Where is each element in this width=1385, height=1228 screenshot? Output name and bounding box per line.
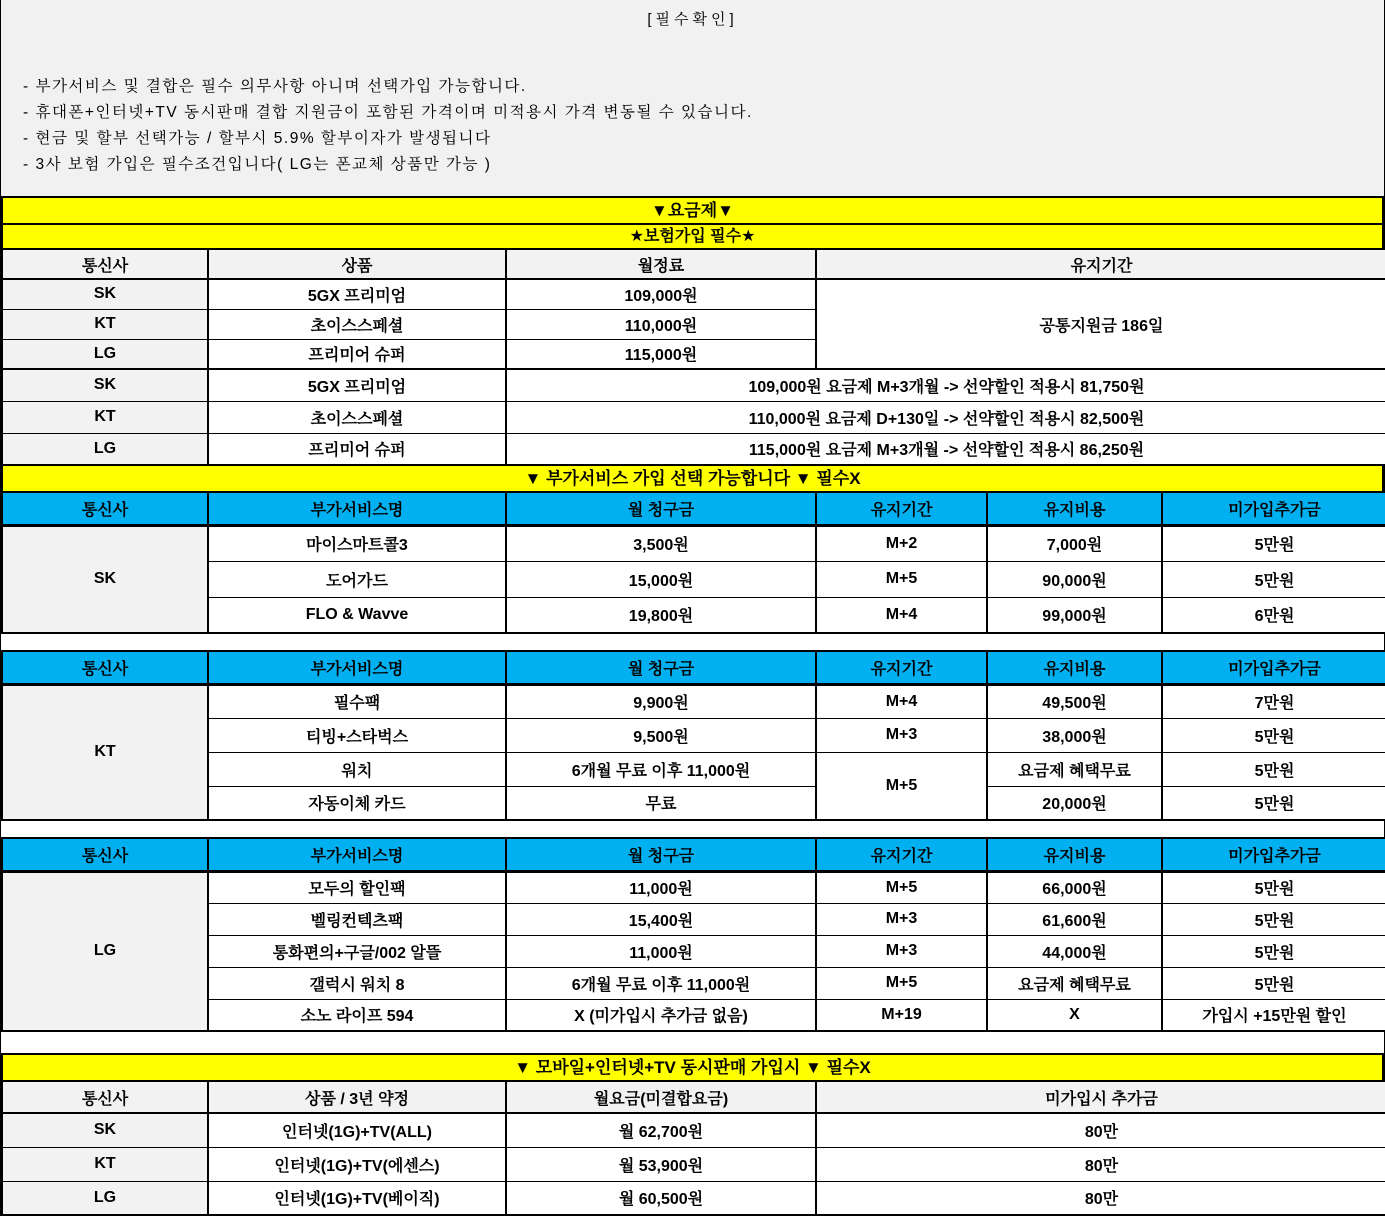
col-header-monthly-charge: 월 청구금 (506, 651, 816, 684)
carrier-cell: SK (2, 1113, 208, 1147)
addon-name-cell: 자동이체 카드 (208, 786, 506, 820)
section-gap (1, 634, 1384, 650)
table-row (2, 684, 1385, 718)
table-row (2, 1181, 1385, 1215)
col-header-non-join-fee: 미가입추가금 (1162, 492, 1385, 525)
col-header-addon-name: 부가서비스명 (208, 838, 506, 871)
discount-detail-cell: 109,000원 요금제 M+3개월 -> 선약할인 적용시 81,750원 (506, 369, 1385, 401)
addon-name-cell: 마이스마트콜3 (208, 525, 506, 561)
col-header-maintain-period: 유지기간 (816, 249, 1385, 279)
addon-name-cell: 티빙+스타벅스 (208, 718, 506, 752)
carrier-cell: KT (2, 309, 208, 339)
period-cell: M+5 (816, 967, 987, 999)
penalty-cell: 5만원 (1162, 903, 1385, 935)
col-header-product: 상품 (208, 249, 506, 279)
col-header-maintain-period: 유지기간 (816, 492, 987, 525)
product-cell: 프리미어 슈퍼 (208, 433, 506, 465)
table-row (2, 561, 1385, 597)
table-row (2, 1113, 1385, 1147)
discount-detail-cell: 115,000원 요금제 M+3개월 -> 선약할인 적용시 86,250원 (506, 433, 1385, 465)
maintain-merged-cell: 공통지원금 186일 (816, 279, 1385, 369)
period-cell: M+3 (816, 935, 987, 967)
period-cell: M+3 (816, 718, 987, 752)
penalty-cell: 6만원 (1162, 597, 1385, 633)
col-header-maintain-cost: 유지비용 (987, 838, 1162, 871)
table-row (2, 597, 1385, 633)
penalty-cell: 5만원 (1162, 561, 1385, 597)
banner-plans: ▼요금제▼ (1, 196, 1384, 225)
cost-cell: 99,000원 (987, 597, 1162, 633)
addon-name-cell: 갤럭시 워치 8 (208, 967, 506, 999)
penalty-cell: 5만원 (1162, 525, 1385, 561)
table-row (2, 871, 1385, 903)
monthly-charge-cell: 6개월 무료 이후 11,000원 (506, 752, 816, 786)
bundle-penalty-cell: 80만 (816, 1113, 1385, 1147)
period-merged-cell: M+5 (816, 752, 987, 820)
carrier-cell: LG (2, 433, 208, 465)
col-header-monthly-fee: 월정료 (506, 249, 816, 279)
bundle-monthly-cell: 월 62,700원 (506, 1113, 816, 1147)
penalty-cell: 5만원 (1162, 935, 1385, 967)
monthly-charge-cell: 11,000원 (506, 935, 816, 967)
penalty-cell: 가입시 +15만원 할인 (1162, 999, 1385, 1031)
table-row (2, 786, 1385, 820)
bundle-product-cell: 인터넷(1G)+TV(베이직) (208, 1181, 506, 1215)
section-gap (1, 1032, 1384, 1053)
period-cell: M+3 (816, 903, 987, 935)
cost-cell: X (987, 999, 1162, 1031)
cost-cell: 61,600원 (987, 903, 1162, 935)
cost-cell: 7,000원 (987, 525, 1162, 561)
note-line: - 휴대폰+인터넷+TV 동시판매 결합 지원금이 포함된 가격이며 미적용시 가격 변동될 수 있습니다. (23, 104, 753, 121)
notes-area (1, 0, 1384, 196)
period-cell: M+5 (816, 871, 987, 903)
notes-list (1, 74, 1384, 178)
cost-cell: 44,000원 (987, 935, 1162, 967)
table-row (2, 718, 1385, 752)
col-header-maintain-cost: 유지비용 (987, 492, 1162, 525)
col-header-carrier: 통신사 (2, 492, 208, 525)
bundle-product-cell: 인터넷(1G)+TV(에센스) (208, 1147, 506, 1181)
table-row (2, 433, 1385, 465)
period-cell: M+19 (816, 999, 987, 1031)
fee-cell: 109,000원 (506, 279, 816, 309)
bundle-product-cell: 인터넷(1G)+TV(ALL) (208, 1113, 506, 1147)
banner-bundle: ▼ 모바일+인터넷+TV 동시판매 가입시 ▼ 필수X (1, 1053, 1384, 1082)
table-row (2, 525, 1385, 561)
cost-cell: 66,000원 (987, 871, 1162, 903)
table-row (2, 401, 1385, 433)
cost-cell: 요금제 혜택무료 (987, 967, 1162, 999)
cost-cell: 요금제 혜택무료 (987, 752, 1162, 786)
period-cell: M+5 (816, 561, 987, 597)
col-header-maintain-period: 유지기간 (816, 651, 987, 684)
product-cell: 프리미어 슈퍼 (208, 339, 506, 369)
table-row (2, 935, 1385, 967)
product-cell: 5GX 프리미엄 (208, 369, 506, 401)
penalty-cell: 7만원 (1162, 684, 1385, 718)
col-header-monthly-charge: 월 청구금 (506, 838, 816, 871)
col-header-addon-name: 부가서비스명 (208, 651, 506, 684)
addon-table-header (2, 492, 1385, 525)
carrier-cell: LG (2, 871, 208, 1031)
product-cell: 5GX 프리미엄 (208, 279, 506, 309)
fee-cell: 115,000원 (506, 339, 816, 369)
cost-cell: 90,000원 (987, 561, 1162, 597)
table-row (2, 369, 1385, 401)
col-header-addon-name: 부가서비스명 (208, 492, 506, 525)
col-header-maintain-period: 유지기간 (816, 838, 987, 871)
period-cell: M+2 (816, 525, 987, 561)
table-row (2, 903, 1385, 935)
bundle-penalty-cell: 80만 (816, 1181, 1385, 1215)
col-header-carrier: 통신사 (2, 249, 208, 279)
col-header-bundle-monthly: 월요금(미결합요금) (506, 1081, 816, 1113)
discount-detail-cell: 110,000원 요금제 D+130일 -> 선약할인 적용시 82,500원 (506, 401, 1385, 433)
table-row (2, 279, 1385, 309)
carrier-cell: KT (2, 684, 208, 820)
addon-name-cell: 모두의 할인팩 (208, 871, 506, 903)
monthly-charge-cell: 무료 (506, 786, 816, 820)
penalty-cell: 5만원 (1162, 786, 1385, 820)
carrier-cell: SK (2, 369, 208, 401)
penalty-cell: 5만원 (1162, 718, 1385, 752)
addon-name-cell: FLO & Wavve (208, 597, 506, 633)
table-row (2, 1147, 1385, 1181)
addon-name-cell: 필수팩 (208, 684, 506, 718)
sk-addon-table (1, 491, 1385, 634)
note-line: - 현금 및 할부 선택가능 / 할부시 5.9% 할부이자가 발생됩니다 (23, 130, 492, 147)
col-header-monthly-charge: 월 청구금 (506, 492, 816, 525)
bundle-monthly-cell: 월 53,900원 (506, 1147, 816, 1181)
plan-table (1, 248, 1385, 466)
col-header-carrier: 통신사 (2, 651, 208, 684)
col-header-carrier: 통신사 (2, 1081, 208, 1113)
col-header-carrier: 통신사 (2, 838, 208, 871)
carrier-cell: SK (2, 525, 208, 633)
monthly-charge-cell: 9,500원 (506, 718, 816, 752)
banner-insurance-required: ★보험가입 필수★ (1, 223, 1384, 250)
penalty-cell: 5만원 (1162, 967, 1385, 999)
cost-cell: 49,500원 (987, 684, 1162, 718)
table-row (2, 967, 1385, 999)
monthly-charge-cell: 6개월 무료 이후 11,000원 (506, 967, 816, 999)
period-cell: M+4 (816, 684, 987, 718)
period-cell: M+4 (816, 597, 987, 633)
addon-name-cell: 벨링컨텍츠팩 (208, 903, 506, 935)
bundle-penalty-cell: 80만 (816, 1147, 1385, 1181)
carrier-cell: LG (2, 339, 208, 369)
monthly-charge-cell: 3,500원 (506, 525, 816, 561)
table-row (2, 999, 1385, 1031)
addon-name-cell: 소노 라이프 594 (208, 999, 506, 1031)
table-row (2, 752, 1385, 786)
col-header-bundle-product: 상품 / 3년 약정 (208, 1081, 506, 1113)
monthly-charge-cell: X (미가입시 추가금 없음) (506, 999, 816, 1031)
monthly-charge-cell: 9,900원 (506, 684, 816, 718)
monthly-charge-cell: 11,000원 (506, 871, 816, 903)
carrier-cell: KT (2, 1147, 208, 1181)
bundle-monthly-cell: 월 60,500원 (506, 1181, 816, 1215)
addon-table-header (2, 838, 1385, 871)
note-line: - 부가서비스 및 결합은 필수 의무사항 아니며 선택가입 가능합니다. (23, 78, 527, 95)
bundle-table-header (2, 1081, 1385, 1113)
carrier-cell: LG (2, 1181, 208, 1215)
cost-cell: 38,000원 (987, 718, 1162, 752)
addon-table-header (2, 651, 1385, 684)
bundle-table (1, 1080, 1385, 1216)
carrier-cell: KT (2, 401, 208, 433)
banner-addon-services: ▼ 부가서비스 가입 선택 가능합니다 ▼ 필수X (1, 464, 1384, 493)
plan-table-header (2, 249, 1385, 279)
col-header-bundle-penalty: 미가입시 추가금 (816, 1081, 1385, 1113)
monthly-charge-cell: 15,000원 (506, 561, 816, 597)
addon-name-cell: 워치 (208, 752, 506, 786)
fee-cell: 110,000원 (506, 309, 816, 339)
addon-name-cell: 도어가드 (208, 561, 506, 597)
monthly-charge-cell: 19,800원 (506, 597, 816, 633)
product-cell: 초이스스페셜 (208, 309, 506, 339)
col-header-non-join-fee: 미가입추가금 (1162, 651, 1385, 684)
carrier-cell: SK (2, 279, 208, 309)
penalty-cell: 5만원 (1162, 752, 1385, 786)
note-line: - 3사 보험 가입은 필수조건입니다( LG는 폰교체 상품만 가능 ) (23, 156, 492, 173)
penalty-cell: 5만원 (1162, 871, 1385, 903)
addon-name-cell: 통화편의+구글/002 알뜰 (208, 935, 506, 967)
col-header-non-join-fee: 미가입추가금 (1162, 838, 1385, 871)
monthly-charge-cell: 15,400원 (506, 903, 816, 935)
lg-addon-table (1, 837, 1385, 1032)
doc-title: [필수확인] (647, 11, 738, 28)
kt-addon-table (1, 650, 1385, 821)
product-cell: 초이스스페셜 (208, 401, 506, 433)
section-gap (1, 821, 1384, 837)
col-header-maintain-cost: 유지비용 (987, 651, 1162, 684)
cost-cell: 20,000원 (987, 786, 1162, 820)
